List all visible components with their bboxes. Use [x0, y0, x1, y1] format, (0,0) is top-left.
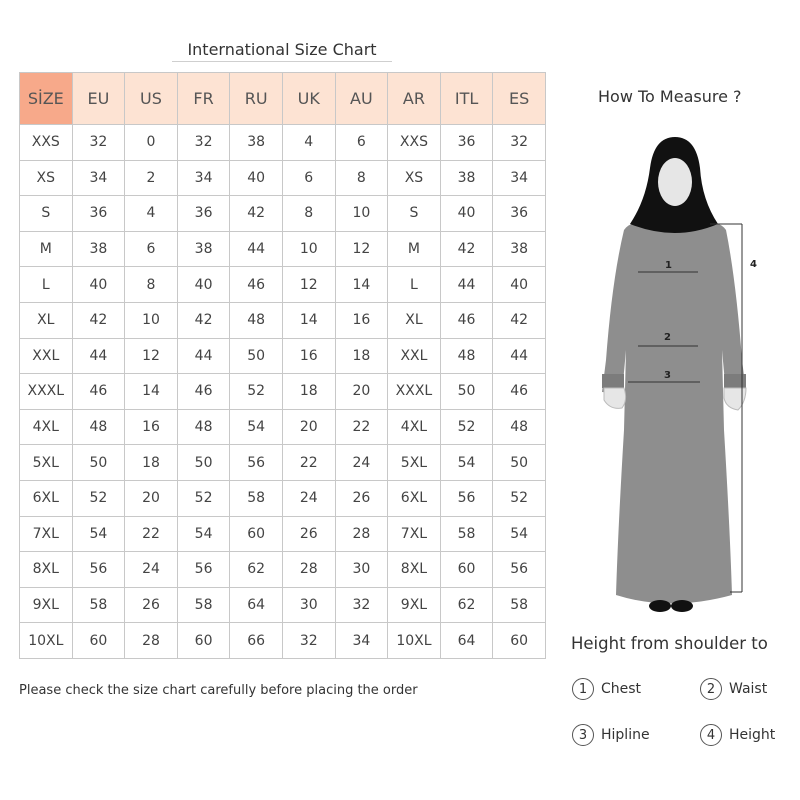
table-cell: 44 — [177, 338, 230, 374]
table-cell: 42 — [177, 302, 230, 338]
table-row — [20, 267, 546, 303]
table-cell: XXL — [388, 338, 441, 374]
table-cell: 26 — [282, 516, 335, 552]
table-cell: XS — [388, 160, 441, 196]
table-cell: 44 — [493, 338, 546, 374]
table-cell: 14 — [282, 302, 335, 338]
table-row — [20, 231, 546, 267]
table-cell: 58 — [440, 516, 493, 552]
table-cell: 4XL — [20, 409, 73, 445]
table-cell: 64 — [230, 587, 283, 623]
table-cell: XL — [20, 302, 73, 338]
table-cell: S — [388, 196, 441, 232]
table-cell: 36 — [440, 125, 493, 161]
table-cell: 8 — [335, 160, 388, 196]
table-cell: 64 — [440, 623, 493, 659]
table-cell: 6 — [335, 125, 388, 161]
left-cuff — [602, 374, 624, 388]
right-foot — [671, 600, 693, 612]
table-cell: 5XL — [20, 445, 73, 481]
table-cell: 10XL — [388, 623, 441, 659]
table-cell: XL — [388, 302, 441, 338]
table-cell: 58 — [230, 480, 283, 516]
table-cell: 8XL — [388, 552, 441, 588]
table-cell: 14 — [335, 267, 388, 303]
right-cuff — [724, 374, 746, 388]
table-cell: 48 — [230, 302, 283, 338]
marker-height: 4 — [750, 259, 757, 270]
table-cell: 56 — [493, 552, 546, 588]
table-cell: 54 — [177, 516, 230, 552]
column-header-fr: FR — [177, 73, 230, 125]
size-chart-table — [19, 72, 546, 659]
table-cell: 10 — [335, 196, 388, 232]
table-cell: 54 — [493, 516, 546, 552]
left-hand — [604, 388, 626, 408]
table-cell: 60 — [177, 623, 230, 659]
table-cell: 20 — [125, 480, 178, 516]
table-cell: 60 — [493, 623, 546, 659]
table-cell: 10 — [125, 302, 178, 338]
legend-label-height: Height — [729, 727, 776, 743]
table-cell: 26 — [335, 480, 388, 516]
table-cell: XXXL — [20, 374, 73, 410]
table-cell: 6XL — [20, 480, 73, 516]
column-header-ru: RU — [230, 73, 283, 125]
table-cell: 30 — [282, 587, 335, 623]
table-row — [20, 338, 546, 374]
table-cell: 10XL — [20, 623, 73, 659]
column-header-size: SİZE — [20, 73, 73, 125]
table-cell: 16 — [125, 409, 178, 445]
table-cell: 46 — [440, 302, 493, 338]
table-cell: 34 — [177, 160, 230, 196]
marker-chest: 1 — [665, 260, 672, 271]
table-cell: 7XL — [388, 516, 441, 552]
table-cell: M — [20, 231, 73, 267]
table-cell: 20 — [335, 374, 388, 410]
table-cell: 50 — [440, 374, 493, 410]
table-row — [20, 374, 546, 410]
table-cell: 60 — [230, 516, 283, 552]
table-cell: 22 — [335, 409, 388, 445]
table-cell: L — [20, 267, 73, 303]
table-cell: 32 — [493, 125, 546, 161]
table-cell: 8 — [282, 196, 335, 232]
table-cell: 38 — [177, 231, 230, 267]
table-cell: 28 — [282, 552, 335, 588]
legend-label-waist: Waist — [729, 681, 768, 697]
table-cell: 12 — [335, 231, 388, 267]
table-cell: 6 — [125, 231, 178, 267]
table-row — [20, 552, 546, 588]
table-cell: 9XL — [20, 587, 73, 623]
table-cell: 18 — [335, 338, 388, 374]
table-cell: 0 — [125, 125, 178, 161]
table-cell: 6XL — [388, 480, 441, 516]
table-cell: 44 — [230, 231, 283, 267]
table-cell: 46 — [177, 374, 230, 410]
table-cell: 52 — [493, 480, 546, 516]
table-cell: 46 — [72, 374, 125, 410]
table-cell: XXXL — [388, 374, 441, 410]
table-row — [20, 516, 546, 552]
table-cell: 46 — [230, 267, 283, 303]
table-row — [20, 160, 546, 196]
table-cell: 36 — [493, 196, 546, 232]
table-cell: 46 — [493, 374, 546, 410]
legend-label-hipline: Hipline — [601, 727, 650, 743]
marker-waist: 2 — [664, 332, 671, 343]
legend-number-4: 4 — [700, 724, 722, 746]
measurement-figure — [590, 130, 770, 620]
table-cell: 50 — [230, 338, 283, 374]
table-cell: 34 — [72, 160, 125, 196]
table-cell: 12 — [282, 267, 335, 303]
right-hand — [724, 388, 746, 410]
table-cell: L — [388, 267, 441, 303]
legend-number-3: 3 — [572, 724, 594, 746]
table-cell: 48 — [72, 409, 125, 445]
table-cell: 8 — [125, 267, 178, 303]
legend-waist — [700, 678, 767, 700]
table-cell: 56 — [72, 552, 125, 588]
table-cell: 40 — [493, 267, 546, 303]
table-cell: 44 — [72, 338, 125, 374]
order-footnote: Please check the size chart carefully before placing the order — [19, 683, 418, 698]
table-cell: 62 — [230, 552, 283, 588]
size-chart-title: International Size Chart — [172, 40, 392, 62]
table-cell: 44 — [440, 267, 493, 303]
table-cell: 38 — [440, 160, 493, 196]
table-cell: 9XL — [388, 587, 441, 623]
table-cell: 60 — [72, 623, 125, 659]
table-cell: 54 — [440, 445, 493, 481]
table-cell: 54 — [72, 516, 125, 552]
table-cell: 48 — [177, 409, 230, 445]
measure-title: How To Measure ? — [598, 87, 742, 106]
table-cell: 5XL — [388, 445, 441, 481]
table-cell: 14 — [125, 374, 178, 410]
table-cell: 48 — [440, 338, 493, 374]
table-cell: 24 — [125, 552, 178, 588]
column-header-es: ES — [493, 73, 546, 125]
table-cell: M — [388, 231, 441, 267]
table-cell: 30 — [335, 552, 388, 588]
table-cell: 56 — [177, 552, 230, 588]
table-cell: 4 — [282, 125, 335, 161]
table-row — [20, 587, 546, 623]
face — [658, 158, 692, 206]
table-cell: XS — [20, 160, 73, 196]
table-cell: 60 — [440, 552, 493, 588]
table-row — [20, 302, 546, 338]
table-cell: 8XL — [20, 552, 73, 588]
table-cell: 18 — [125, 445, 178, 481]
column-header-au: AU — [335, 73, 388, 125]
table-cell: 50 — [177, 445, 230, 481]
table-cell: 28 — [125, 623, 178, 659]
table-cell: 16 — [282, 338, 335, 374]
table-cell: 56 — [440, 480, 493, 516]
table-cell: 34 — [335, 623, 388, 659]
table-cell: XXS — [388, 125, 441, 161]
table-cell: 40 — [177, 267, 230, 303]
table-cell: 52 — [230, 374, 283, 410]
column-header-uk: UK — [282, 73, 335, 125]
table-cell: XXS — [20, 125, 73, 161]
column-header-eu: EU — [72, 73, 125, 125]
table-cell: 40 — [230, 160, 283, 196]
table-cell: 22 — [282, 445, 335, 481]
table-cell: 12 — [125, 338, 178, 374]
table-cell: 54 — [230, 409, 283, 445]
table-header-row — [20, 73, 546, 125]
legend-height — [700, 724, 775, 746]
table-cell: 20 — [282, 409, 335, 445]
column-header-itl: ITL — [440, 73, 493, 125]
table-cell: 62 — [440, 587, 493, 623]
table-cell: 50 — [493, 445, 546, 481]
table-cell: 36 — [177, 196, 230, 232]
table-cell: 38 — [493, 231, 546, 267]
table-cell: 50 — [72, 445, 125, 481]
table-cell: XXL — [20, 338, 73, 374]
table-cell: 4XL — [388, 409, 441, 445]
table-cell: 34 — [493, 160, 546, 196]
table-cell: 32 — [177, 125, 230, 161]
table-cell: 22 — [125, 516, 178, 552]
table-row — [20, 480, 546, 516]
table-cell: 32 — [72, 125, 125, 161]
legend-number-2: 2 — [700, 678, 722, 700]
table-cell: 42 — [440, 231, 493, 267]
dress-shape — [602, 224, 746, 603]
table-row — [20, 409, 546, 445]
table-cell: 42 — [230, 196, 283, 232]
column-header-us: US — [125, 73, 178, 125]
table-cell: 42 — [72, 302, 125, 338]
table-cell: 24 — [335, 445, 388, 481]
legend-label-chest: Chest — [601, 681, 642, 697]
legend-number-1: 1 — [572, 678, 594, 700]
table-row — [20, 623, 546, 659]
table-cell: 40 — [440, 196, 493, 232]
table-cell: 58 — [493, 587, 546, 623]
legend-hipline — [572, 724, 650, 746]
table-cell: 40 — [72, 267, 125, 303]
table-cell: 42 — [493, 302, 546, 338]
table-cell: 52 — [72, 480, 125, 516]
table-cell: 38 — [230, 125, 283, 161]
marker-hipline: 3 — [664, 370, 671, 381]
table-cell: 58 — [72, 587, 125, 623]
table-cell: 24 — [282, 480, 335, 516]
table-cell: 58 — [177, 587, 230, 623]
table-row — [20, 196, 546, 232]
table-cell: 38 — [72, 231, 125, 267]
table-cell: 52 — [440, 409, 493, 445]
table-cell: 66 — [230, 623, 283, 659]
table-cell: 2 — [125, 160, 178, 196]
table-cell: 6 — [282, 160, 335, 196]
height-title: Height from shoulder to — [571, 634, 768, 653]
table-body — [20, 125, 546, 659]
table-cell: 7XL — [20, 516, 73, 552]
table-cell: 32 — [335, 587, 388, 623]
legend-chest — [572, 678, 641, 700]
table-cell: 4 — [125, 196, 178, 232]
table-cell: 32 — [282, 623, 335, 659]
table-cell: 16 — [335, 302, 388, 338]
table-cell: 10 — [282, 231, 335, 267]
table-cell: 18 — [282, 374, 335, 410]
column-header-ar: AR — [388, 73, 441, 125]
table-cell: S — [20, 196, 73, 232]
table-cell: 36 — [72, 196, 125, 232]
table-cell: 56 — [230, 445, 283, 481]
left-foot — [649, 600, 671, 612]
table-cell: 28 — [335, 516, 388, 552]
table-row — [20, 125, 546, 161]
table-cell: 48 — [493, 409, 546, 445]
table-row — [20, 445, 546, 481]
table-cell: 26 — [125, 587, 178, 623]
table-cell: 52 — [177, 480, 230, 516]
